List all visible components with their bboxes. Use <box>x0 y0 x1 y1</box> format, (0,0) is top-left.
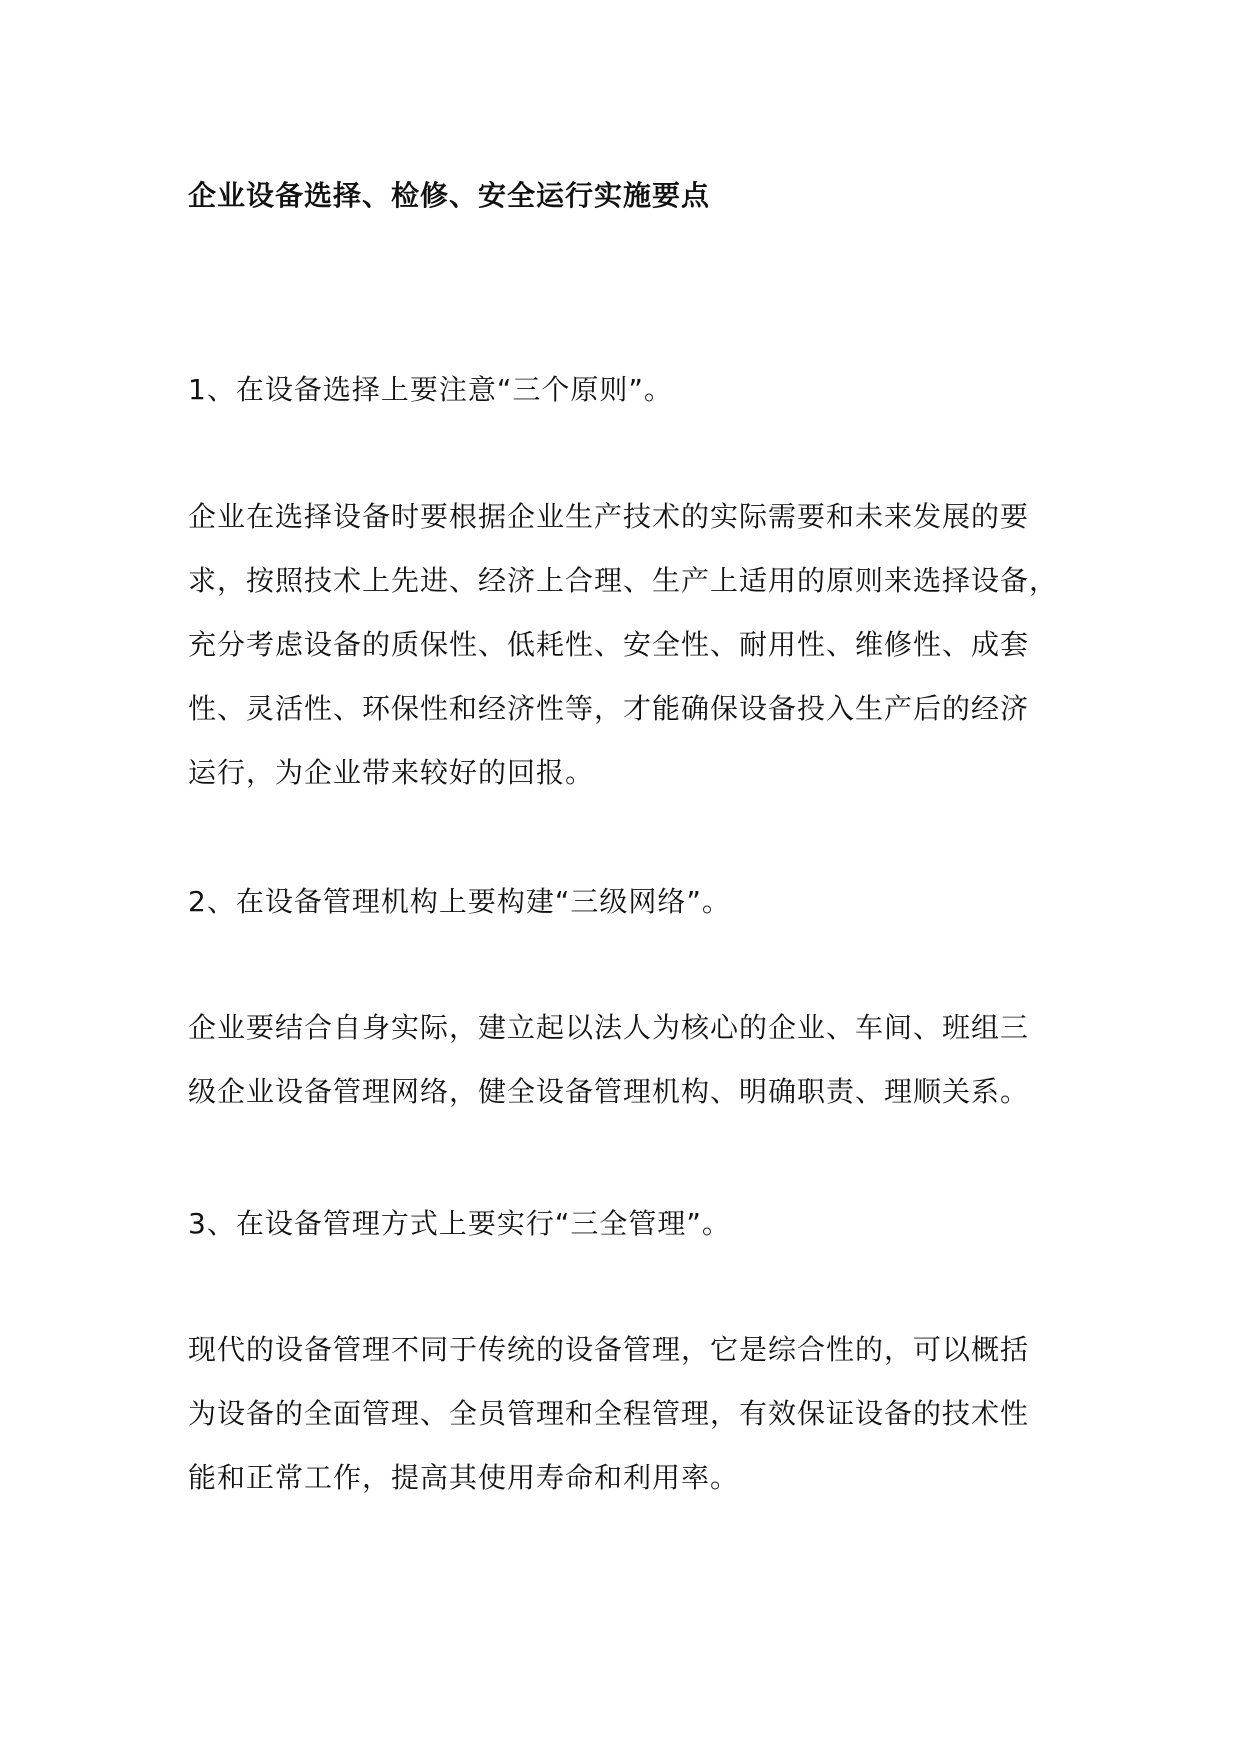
paragraph-line: 现代的设备管理不同于传统的设备管理，它是综合性的，可以概括 <box>188 1333 1030 1366</box>
paragraph-line: 企业在选择设备时要根据企业生产技术的实际需要和未来发展的要 <box>188 500 1030 533</box>
section-heading-2: 2、在设备管理机构上要构建“三级网络”。 <box>188 885 731 918</box>
paragraph-line: 企业要结合自身实际，建立起以法人为核心的企业、车间、班组三 <box>188 1011 1030 1044</box>
document-title: 企业设备选择、检修、安全运行实施要点 <box>188 179 711 212</box>
section-heading-3: 3、在设备管理方式上要实行“三全管理”。 <box>188 1207 731 1240</box>
paragraph-line: 求，按照技术上先进、经济上合理、生产上适用的原则来选择设备， <box>188 564 1059 597</box>
section-paragraph-3 <box>188 1318 1068 1510</box>
paragraph-line: 性、灵活性、环保性和经济性等，才能确保设备投入生产后的经济 <box>188 692 1030 725</box>
section-paragraph-2 <box>188 996 1068 1124</box>
section-heading-1: 1、在设备选择上要注意“三个原则”。 <box>188 373 673 406</box>
paragraph-line: 为设备的全面管理、全员管理和全程管理，有效保证设备的技术性 <box>188 1397 1030 1430</box>
paragraph-line: 级企业设备管理网络，健全设备管理机构、明确职责、理顺关系。 <box>188 1075 1030 1108</box>
paragraph-line: 运行，为企业带来较好的回报。 <box>188 756 595 789</box>
paragraph-line: 能和正常工作，提高其使用寿命和利用率。 <box>188 1461 740 1494</box>
section-paragraph-1 <box>188 485 1068 805</box>
paragraph-line: 充分考虑设备的质保性、低耗性、安全性、耐用性、维修性、成套 <box>188 628 1030 661</box>
